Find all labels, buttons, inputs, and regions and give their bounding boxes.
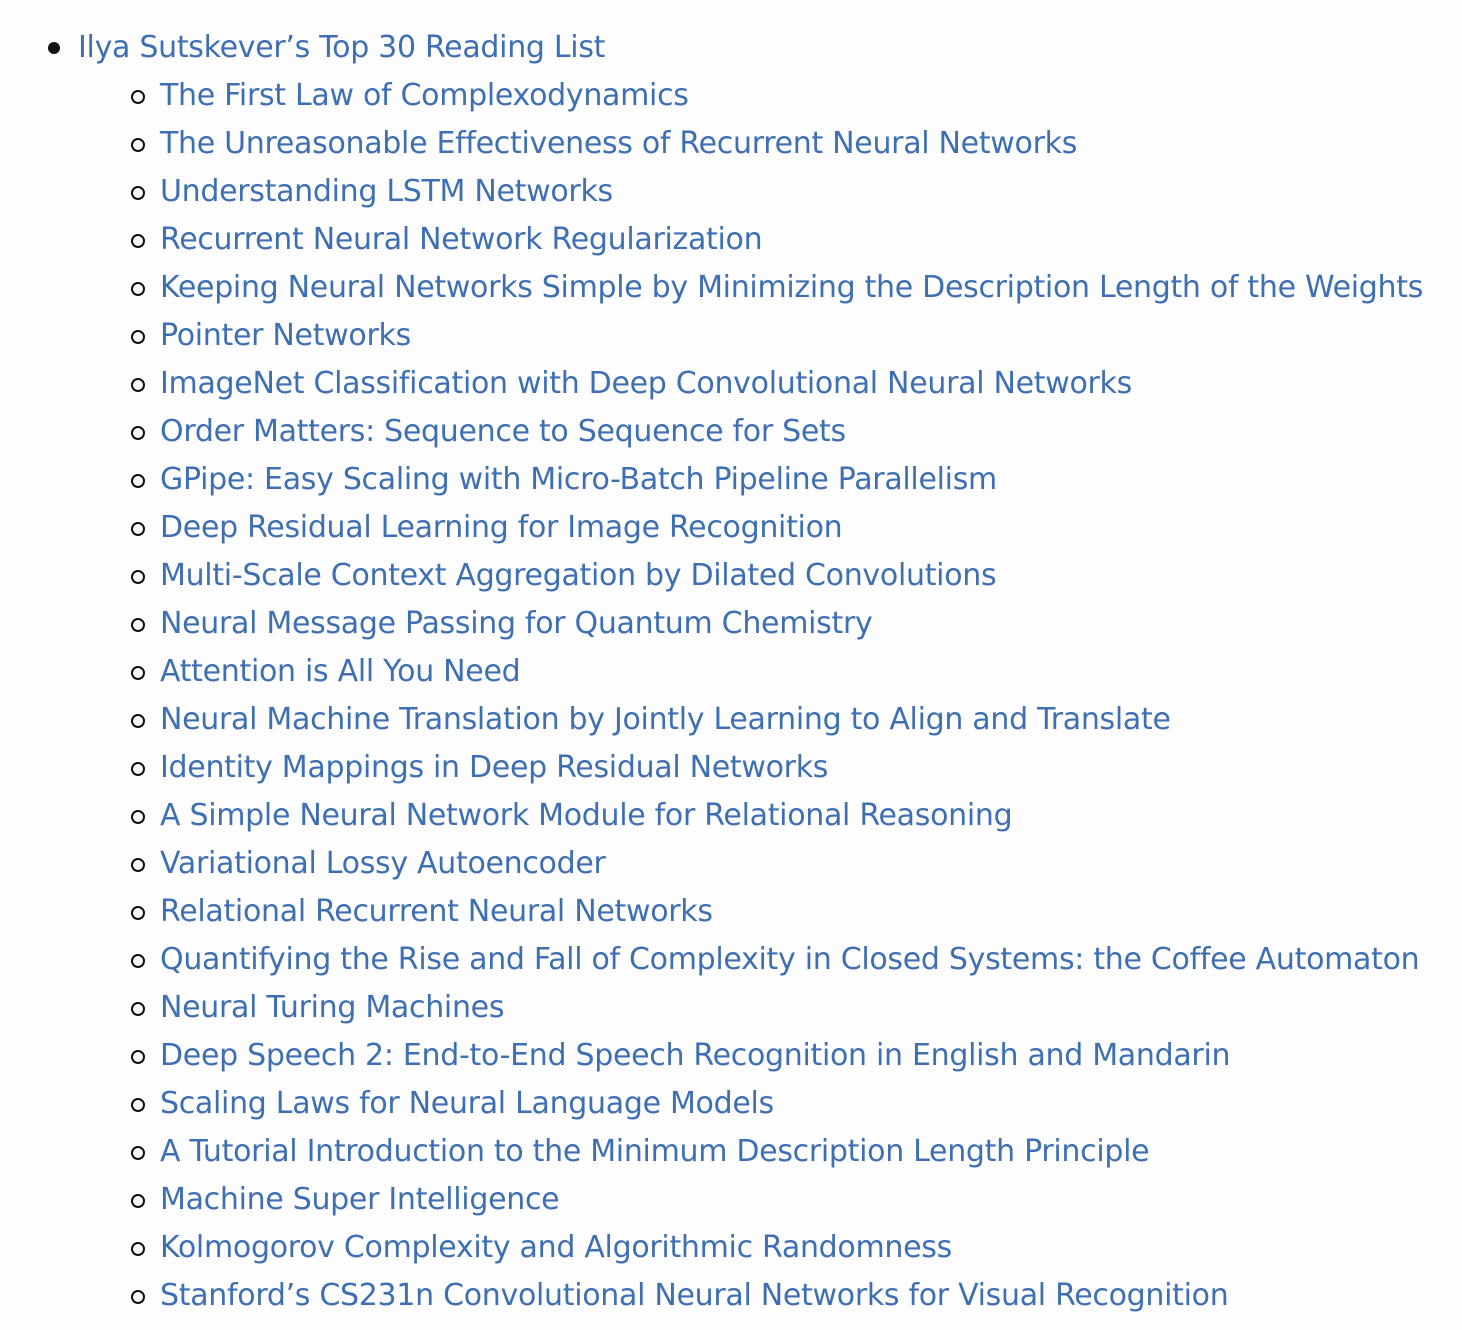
paper-link[interactable]: Recurrent Neural Network Regularization — [160, 222, 763, 257]
circle-bullet-icon — [131, 1194, 145, 1208]
paper-link[interactable]: Attention is All You Need — [160, 654, 521, 689]
list-item — [0, 648, 1462, 696]
circle-bullet-icon — [131, 426, 145, 440]
paper-link[interactable]: Neural Turing Machines — [160, 990, 505, 1025]
paper-link[interactable]: Variational Lossy Autoencoder — [160, 846, 606, 881]
list-item — [0, 1080, 1462, 1128]
paper-link[interactable]: Understanding LSTM Networks — [160, 174, 613, 209]
circle-bullet-icon — [131, 522, 145, 536]
paper-link[interactable]: Relational Recurrent Neural Networks — [160, 894, 713, 929]
paper-link[interactable]: Deep Residual Learning for Image Recognition — [160, 510, 843, 545]
list-item — [0, 1224, 1462, 1272]
paper-link[interactable]: ImageNet Classification with Deep Convolutional Neural Networks — [160, 366, 1132, 401]
circle-bullet-icon — [131, 666, 145, 680]
paper-link[interactable]: Machine Super Intelligence — [160, 1182, 560, 1217]
paper-link[interactable]: Pointer Networks — [160, 318, 411, 353]
circle-bullet-icon — [131, 138, 145, 152]
circle-bullet-icon — [131, 1050, 145, 1064]
list-item — [0, 984, 1462, 1032]
list-item — [0, 1272, 1462, 1320]
paper-link[interactable]: Deep Speech 2: End-to-End Speech Recognition in English and Mandarin — [160, 1038, 1231, 1073]
circle-bullet-icon — [131, 714, 145, 728]
list-item — [0, 216, 1462, 264]
reading-list-title-link[interactable]: Ilya Sutskever’s Top 30 Reading List — [78, 30, 606, 65]
circle-bullet-icon — [131, 570, 145, 584]
paper-link[interactable]: Quantifying the Rise and Fall of Complexity in Closed Systems: the Coffee Automaton — [160, 942, 1420, 977]
circle-bullet-icon — [131, 186, 145, 200]
paper-link[interactable]: A Tutorial Introduction to the Minimum Description Length Principle — [160, 1134, 1150, 1169]
circle-bullet-icon — [131, 1146, 145, 1160]
circle-bullet-icon — [131, 954, 145, 968]
circle-bullet-icon — [131, 378, 145, 392]
list-item — [0, 72, 1462, 120]
paper-link[interactable]: Neural Message Passing for Quantum Chemistry — [160, 606, 873, 641]
paper-link[interactable]: The Unreasonable Effectiveness of Recurrent Neural Networks — [160, 126, 1078, 161]
list-item — [0, 264, 1462, 312]
list-item — [0, 552, 1462, 600]
circle-bullet-icon — [131, 618, 145, 632]
circle-bullet-icon — [131, 810, 145, 824]
paper-list — [78, 72, 1462, 1320]
circle-bullet-icon — [131, 1290, 145, 1304]
paper-link[interactable]: Identity Mappings in Deep Residual Networks — [160, 750, 829, 785]
circle-bullet-icon — [131, 1242, 145, 1256]
list-item — [0, 408, 1462, 456]
paper-link[interactable]: A Simple Neural Network Module for Relational Reasoning — [160, 798, 1013, 833]
circle-bullet-icon — [131, 474, 145, 488]
list-item — [0, 696, 1462, 744]
circle-bullet-icon — [131, 1098, 145, 1112]
list-item — [0, 504, 1462, 552]
paper-link[interactable]: GPipe: Easy Scaling with Micro-Batch Pipeline Parallelism — [160, 462, 997, 497]
list-item — [0, 888, 1462, 936]
list-item — [0, 360, 1462, 408]
circle-bullet-icon — [131, 330, 145, 344]
paper-link[interactable]: Stanford’s CS231n Convolutional Neural Networks for Visual Recognition — [160, 1278, 1229, 1313]
list-item — [0, 168, 1462, 216]
reading-list-entry — [0, 24, 1462, 1320]
paper-link[interactable]: Neural Machine Translation by Jointly Learning to Align and Translate — [160, 702, 1171, 737]
circle-bullet-icon — [131, 282, 145, 296]
paper-link[interactable]: Kolmogorov Complexity and Algorithmic Randomness — [160, 1230, 952, 1265]
list-item — [0, 600, 1462, 648]
paper-link[interactable]: Scaling Laws for Neural Language Models — [160, 1086, 774, 1121]
list-item — [0, 1032, 1462, 1080]
circle-bullet-icon — [131, 906, 145, 920]
paper-link[interactable]: Keeping Neural Networks Simple by Minimizing the Description Length of the Weights — [160, 270, 1424, 305]
paper-link[interactable]: Multi-Scale Context Aggregation by Dilated Convolutions — [160, 558, 997, 593]
paper-link[interactable]: The First Law of Complexodynamics — [160, 78, 689, 113]
list-item — [0, 120, 1462, 168]
list-item — [0, 936, 1462, 984]
list-item — [0, 1128, 1462, 1176]
list-item — [0, 1176, 1462, 1224]
paper-link[interactable]: Order Matters: Sequence to Sequence for Sets — [160, 414, 846, 449]
circle-bullet-icon — [131, 90, 145, 104]
circle-bullet-icon — [131, 234, 145, 248]
disc-bullet-icon — [48, 42, 60, 54]
reading-list — [0, 24, 1462, 1320]
circle-bullet-icon — [131, 858, 145, 872]
list-item — [0, 744, 1462, 792]
circle-bullet-icon — [131, 762, 145, 776]
list-item — [0, 840, 1462, 888]
circle-bullet-icon — [131, 1002, 145, 1016]
list-item — [0, 792, 1462, 840]
list-item — [0, 312, 1462, 360]
list-item — [0, 456, 1462, 504]
